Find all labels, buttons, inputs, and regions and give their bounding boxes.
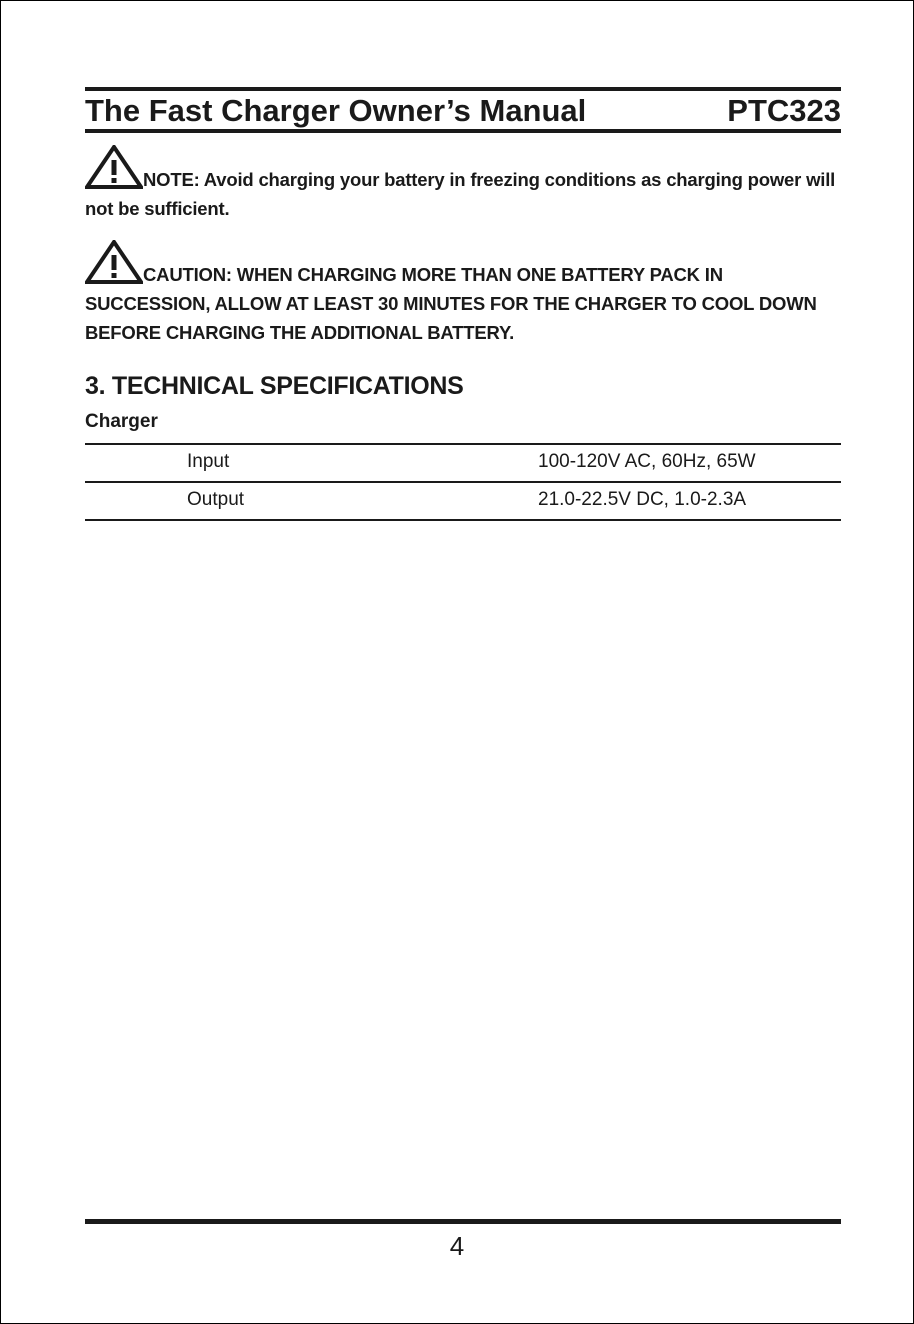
warning-triangle-icon [85, 240, 143, 284]
warning-triangle-icon [85, 145, 143, 189]
caution-notice [85, 240, 841, 347]
spec-value: 21.0-22.5V DC, 1.0-2.3A [538, 489, 747, 510]
footer-rule [85, 1219, 841, 1224]
page-number: 4 [449, 1231, 465, 1261]
spec-label: Input [187, 451, 230, 472]
note-notice [85, 145, 841, 223]
manual-title: The Fast Charger Owner’s Manual [85, 93, 587, 128]
note-text: NOTE: Avoid charging your battery in freezing conditions as charging power will not be sufficient. [85, 169, 836, 219]
section-subtitle: Charger [85, 411, 158, 432]
table-row [85, 483, 841, 521]
caution-text: CAUTION: WHEN CHARGING MORE THAN ONE BATTERY PACK IN SUCCESSION, ALLOW AT LEAST 30 MINUTES FOR THE CHARGER TO COOL DOWN BEFORE CHARGING THE ADDITIONAL BATTERY. [85, 264, 817, 343]
table-row [85, 445, 841, 483]
spec-label: Output [187, 489, 245, 510]
header-bottom-rule [85, 129, 841, 133]
header-top-rule [85, 87, 841, 91]
section-title: 3. TECHNICAL SPECIFICATIONS [85, 372, 464, 400]
model-number: PTC323 [727, 93, 841, 128]
spec-value: 100-120V AC, 60Hz, 65W [538, 451, 756, 472]
spec-table [85, 443, 841, 521]
